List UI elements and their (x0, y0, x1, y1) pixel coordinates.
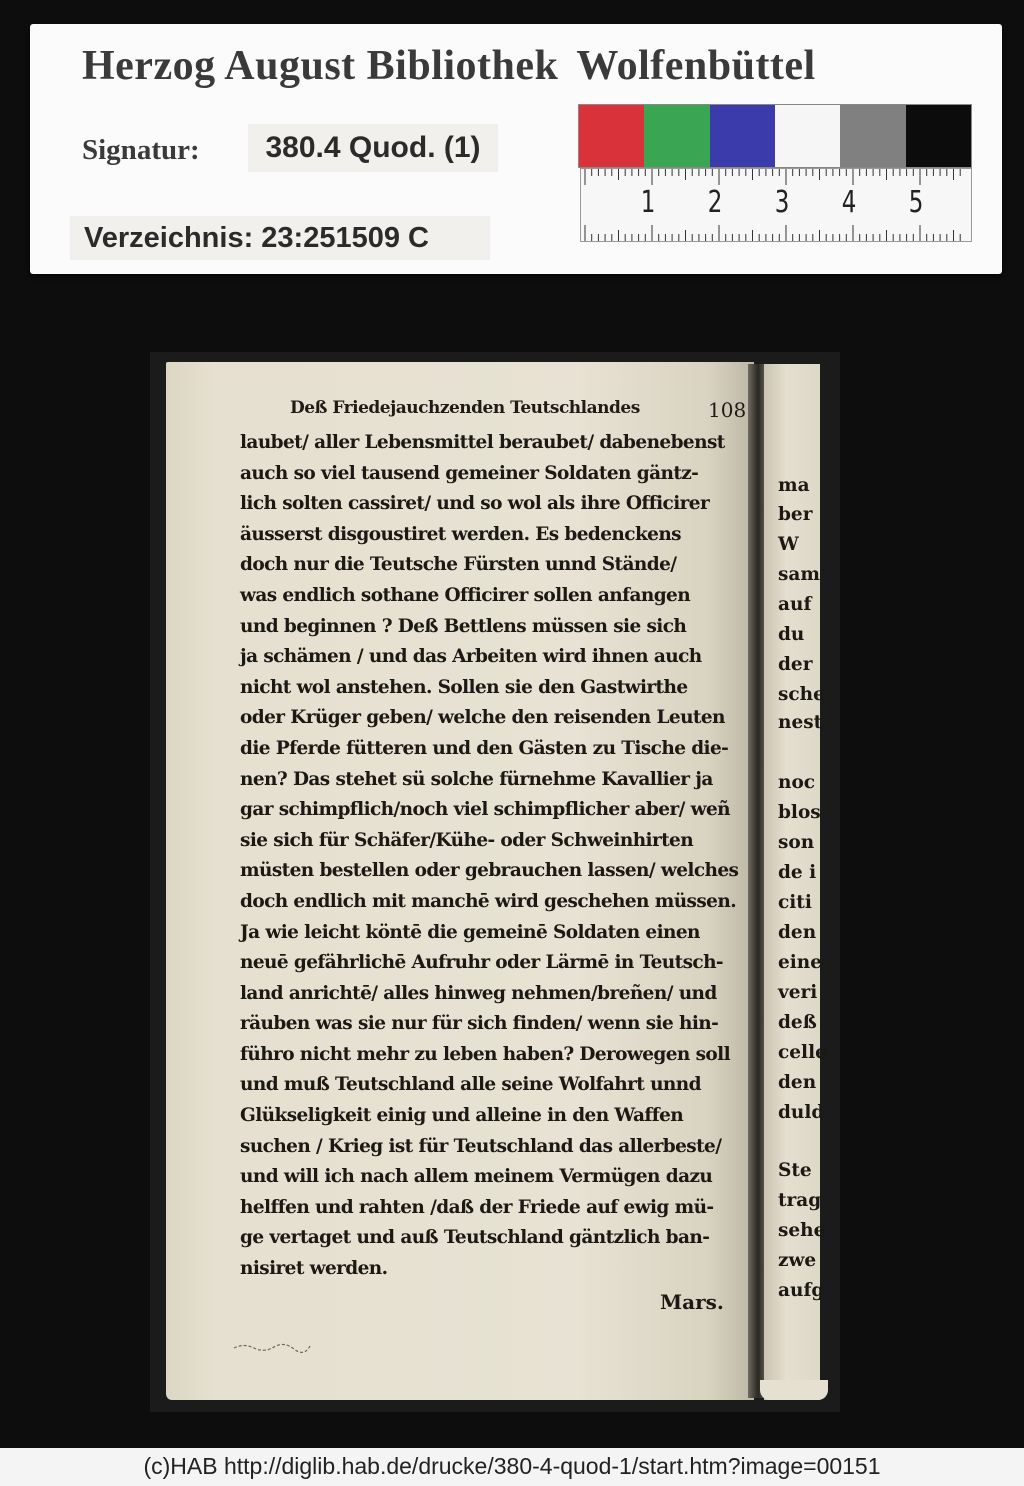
facing-page-fragment: der (778, 654, 813, 675)
signatur-label: Signatur: (82, 134, 200, 166)
text-line: die Pferde fütteren und den Gästen zu Tische die- (240, 737, 729, 759)
ruler-number-4: 4 (841, 185, 857, 220)
color-swatch-5 (840, 105, 905, 167)
facing-page-fragment: sam (778, 564, 820, 585)
facing-page-fragment: ma (778, 475, 810, 496)
facing-page-fragment: aufg (778, 1280, 825, 1301)
facing-page-fragment: du (778, 624, 805, 645)
text-line: laubet/ aller Lebensmittel beraubet/ dabenebenst (240, 432, 725, 453)
running-head: Deß Friedejauchzenden Teutschlandes (290, 398, 640, 418)
text-line: helffen und rahten /daß der Friede auf ewig mü- (240, 1196, 714, 1218)
ruler-number-2: 2 (707, 185, 723, 220)
text-line: auch so viel tausend gemeiner Soldaten gäntz- (240, 462, 699, 484)
text-line: land anrichtē/ alles hinweg nehmen/breñen/ und (240, 982, 717, 1004)
ruler-number-3: 3 (774, 185, 790, 220)
text-line: und muß Teutschland alle seine Wolfahrt unnd (240, 1074, 701, 1096)
ruler-number-1: 1 (640, 185, 656, 220)
text-line: führo nicht mehr zu leben haben? Derowegen soll (240, 1043, 731, 1065)
text-line: was endlich sothane Officirer sollen anfangen (240, 584, 691, 606)
copyright-footer: (c)HAB http://diglib.hab.de/drucke/380-4-quod-1/start.htm?image=00151 (0, 1448, 1024, 1486)
text-line: suchen / Krieg ist für Teutschland das allerbeste/ (240, 1135, 722, 1157)
color-swatch-6 (906, 105, 971, 167)
facing-page-fragment: son (778, 832, 815, 853)
facing-page-fragment: eine (778, 952, 823, 973)
facing-page-fragment: sehe (778, 1220, 826, 1241)
facing-page-fragment: de i (778, 862, 817, 883)
facing-page-fragment: den (778, 922, 817, 943)
library-name: Herzog August Bibliothek (82, 43, 559, 89)
facing-page-fragment: auf (778, 594, 812, 615)
color-swatch-3 (710, 105, 775, 167)
page-text-block (240, 428, 740, 1285)
text-line: oder Krüger geben/ welche den reisenden Leuten (240, 707, 725, 729)
page-fold-edge (760, 1380, 828, 1400)
facing-page-fragment: noc (778, 772, 816, 793)
color-swatch-1 (579, 105, 644, 167)
text-line: ja schämen / und das Arbeiten wird ihnen auch (240, 646, 702, 668)
facing-page-fragment: duld (778, 1102, 825, 1123)
page-number: 108 (708, 398, 747, 422)
library-header-card (30, 24, 1002, 274)
text-line: ge vertaget und auß Teutschland gäntzlich ban- (240, 1227, 710, 1249)
facing-page-fragment: Ste (778, 1160, 812, 1181)
text-line: doch nur die Teutsche Fürsten unnd Stände/ (240, 554, 677, 576)
text-line: sie sich für Schäfer/Kühe- oder Schweinhirten (240, 829, 694, 851)
facing-page-fragment: nest (778, 712, 823, 733)
color-calibration-bar (578, 104, 972, 168)
text-line: und beginnen ? Deß Bettlens müssen sie sich (240, 615, 687, 637)
text-line: lich solten cassiret/ und so wol als ihre Officirer (240, 493, 710, 515)
facing-page-fragment: W (778, 534, 799, 555)
facing-page-fragment: citi (778, 892, 812, 913)
facing-page-fragment: trag (778, 1190, 822, 1211)
text-line: müsten bestellen oder gebrauchen lassen/ welches (240, 860, 739, 882)
text-line: doch endlich mit manchē wird geschehen müssen. (240, 890, 737, 912)
signatur-value: 380.4 Quod. (1) (248, 124, 498, 172)
text-line: neuē gefährlichē Aufruhr oder Lärmē in Teutsch- (240, 952, 724, 974)
text-line: Ja wie leicht köntē die gemeinē Soldaten einen (240, 921, 700, 943)
facing-page-fragment: zwe (778, 1250, 817, 1271)
facing-page-fragment: den (778, 1072, 817, 1093)
facing-page-fragment: veri (778, 982, 818, 1003)
library-title (82, 42, 816, 90)
text-line: Glükseligkeit einig und alleine in den Waffen (240, 1105, 684, 1127)
facing-page-fragment: deß (778, 1012, 817, 1033)
text-line: und will ich nach allem meinem Vermügen dazu (240, 1166, 713, 1188)
text-line: nisiret werden. (240, 1258, 388, 1280)
text-line: gar schimpflich/noch viel schimpflicher aber/ weñ (240, 799, 730, 821)
catchword: Mars. (660, 1290, 724, 1314)
ruler-number-5: 5 (908, 185, 924, 220)
facing-page-fragment: celle (778, 1042, 827, 1063)
text-line: nicht wol anstehen. Sollen sie den Gastwirthe (240, 676, 688, 698)
ink-smudge (232, 1340, 312, 1354)
verzeichnis-value: Verzeichnis: 23:251509 C (70, 216, 490, 260)
text-line: nen? Das stehet sü solche fürnehme Kavallier ja (240, 768, 713, 790)
library-city: Wolfenbüttel (576, 43, 816, 89)
color-swatch-2 (644, 105, 709, 167)
text-line: räuben was sie nur für sich finden/ wenn sie hin- (240, 1013, 719, 1035)
facing-page-fragment: ber (778, 504, 813, 525)
facing-page-fragment: sche (778, 684, 825, 705)
facing-page-fragment: blos (778, 802, 821, 823)
color-swatch-4 (775, 105, 840, 167)
measurement-ruler (580, 168, 972, 242)
text-line: äusserst disgoustiret werden. Es bedenckens (240, 523, 682, 545)
